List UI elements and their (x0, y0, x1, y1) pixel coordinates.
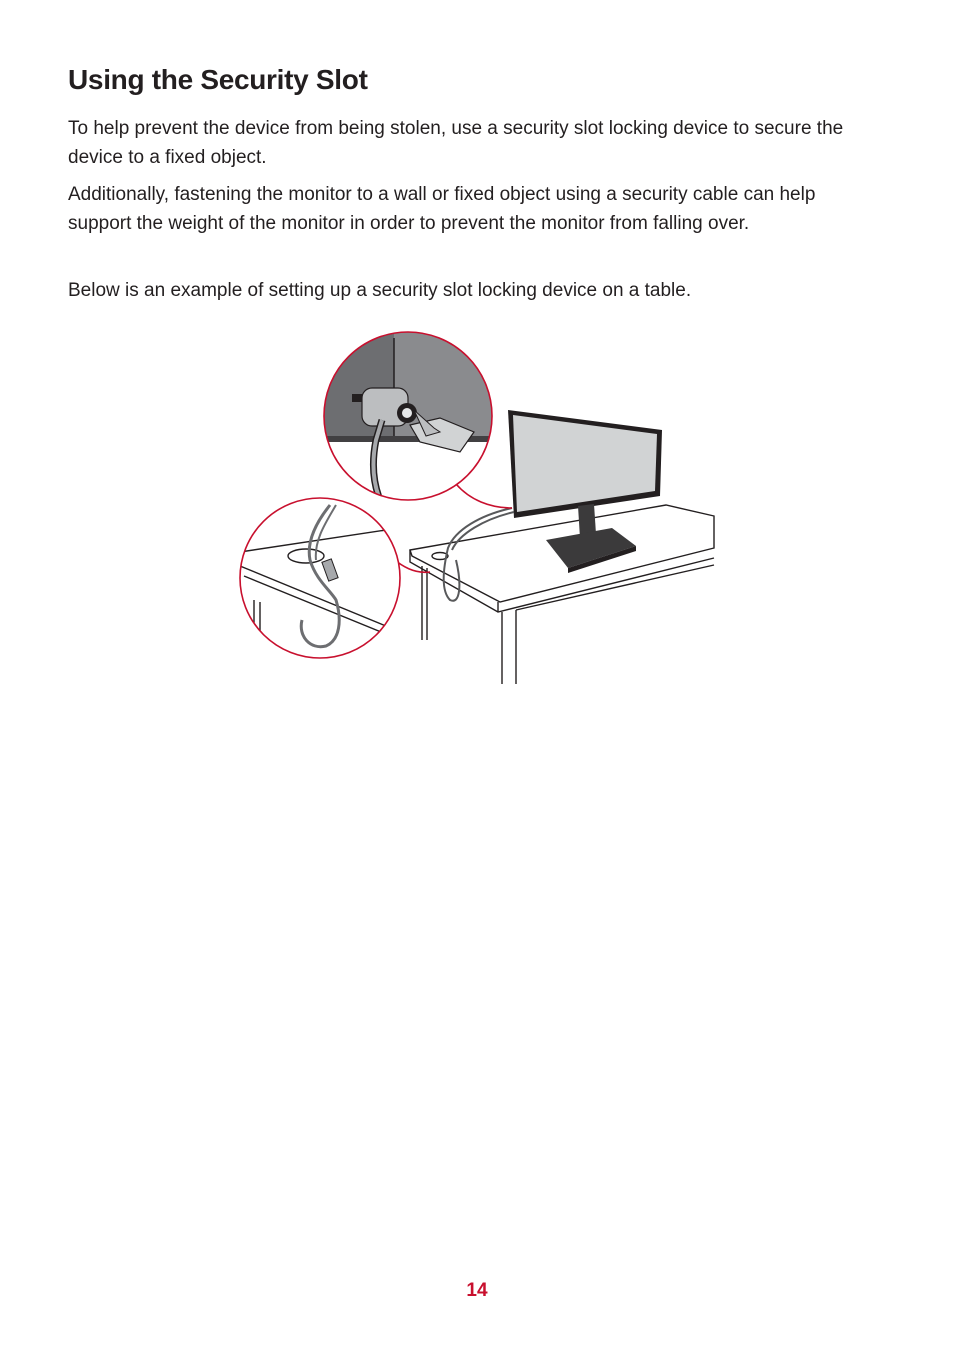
example-paragraph: Below is an example of setting up a security slot locking device on a table. (68, 280, 692, 301)
page-title: Using the Security Slot (68, 64, 368, 95)
support-paragraph: Additionally, fastening the monitor to a wall or fixed object using a security cable can help support the weight of the monitor in order to prevent the monitor from falling over. (68, 184, 816, 234)
page-number: 14 (466, 1280, 488, 1301)
table-illustration (410, 505, 714, 684)
cable-loop-zoom-callout (240, 498, 430, 660)
security-slot-illustration (236, 330, 718, 686)
intro-paragraph: To help prevent the device from being stolen, use a security slot locking device to secure the device to a fixed object. (68, 118, 844, 168)
lock-zoom-callout (320, 330, 512, 508)
